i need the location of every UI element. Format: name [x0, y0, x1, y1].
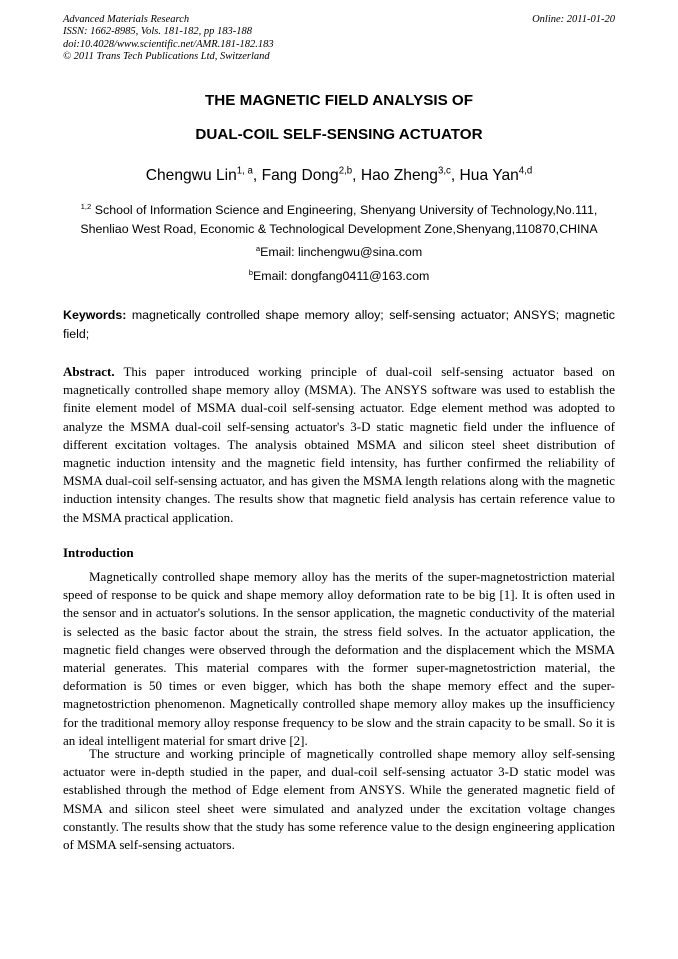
- affiliation-superscript: 1,2: [80, 202, 92, 212]
- author-name: Hao Zheng: [360, 167, 438, 184]
- email-text[interactable]: Email: linchengwu@sina.com: [260, 245, 423, 259]
- introduction-paragraph-2: The structure and working principle of magnetically controlled shape memory alloy self-sensing actuator were in-depth studied in the paper, and dual-coil self-sensing actuator 3-D static model was established through the method of Edge element from ANSYS. While the generated magnetic field of MSMA and silicon steel sheet were simulated and analyzed under the excitation voltage changes constantly. The results show that the study has some reference value to the design engineering application of MSMA self-sensing actuators.: [63, 746, 615, 853]
- paper-title-line-1: THE MAGNETIC FIELD ANALYSIS OF: [204, 92, 474, 109]
- keywords-section: [63, 306, 615, 344]
- journal-header: [63, 14, 615, 64]
- email-line-a: [0, 245, 678, 259]
- author-separator: ,: [450, 167, 460, 184]
- email-superscript: b: [248, 268, 253, 278]
- doi-line[interactable]: doi:10.4028/www.scientific.net/AMR.181-182.183: [63, 38, 274, 50]
- email-superscript: a: [255, 244, 261, 254]
- author-name: Fang Dong: [261, 167, 339, 184]
- author-name: Hua Yan: [459, 167, 519, 184]
- author-list: [0, 167, 678, 185]
- abstract-paragraph: [63, 363, 615, 527]
- author-superscript: 1, a: [236, 165, 253, 177]
- email-text[interactable]: Email: dongfang0411@163.com: [252, 269, 430, 283]
- journal-name: Advanced Materials Research: [63, 14, 190, 25]
- author-superscript: 3,c: [437, 165, 451, 177]
- author-separator: ,: [352, 167, 361, 184]
- keywords-label: Keywords:: [63, 308, 127, 322]
- abstract-label: Abstract.: [63, 364, 115, 379]
- author-separator: ,: [252, 167, 262, 184]
- introduction-paragraph-1: Magnetically controlled shape memory alloy has the merits of the super-magnetostriction material speed of response to be quick and shape memory alloy deformation rate to be big [1]. It is often used in the sensor and in actuator's solutions. In the sensor application, the magnetic conductivity of the material is selected as the basic factor about the strain, the stress field solves. In the actuator application, the magnetic field changes were observed through the deformation and the displacement which the MSMA material generates. This material compares with the former super-magnetostriction material, the deformation is 50 times or even bigger, which has both the shape memory effect and the super-magnetostriction phenomenon. Magnetically controlled shape memory alloy makes up the insufficiency for the traditional memory alloy response frequency to be slow and the strain capacity to be small. So it is an ideal intelligent material for smart drive [2].: [63, 569, 615, 748]
- online-date: Online: 2011-01-20: [532, 14, 615, 25]
- abstract-text: This paper introduced working principle of dual-coil self-sensing actuator based on magnetically controlled shape memory alloy (MSMA). The ANSYS software was used to establish the finite element model of MSMA dual-coil self-sensing actuator. Edge element method was adopted to analyze the MSMA dual-coil self-sensing actuator's 3-D static magnetic field under the influence of different excitation voltages. The analysis obtained MSMA and silicon steel sheet distribution of magnetic induction intensity and the magnetic field intensity, has further confirmed the reliability of MSMA dual-coil self-sensing actuator, and has given the MSMA length relations along with the magnetic induction intensity changes. The results show that magnetic field analysis has certain reference value to the MSMA practical application.: [63, 364, 615, 525]
- email-line-b: [0, 269, 678, 283]
- section-heading-introduction: Introduction: [63, 545, 134, 560]
- affiliation-line-2: Shenliao West Road, Economic & Technological Development Zone,Shenyang,110870,CHINA: [80, 222, 598, 236]
- affiliation-text-1: School of Information Science and Engineering, Shenyang University of Technology,No.111,: [91, 203, 598, 217]
- copyright-line: © 2011 Trans Tech Publications Ltd, Switzerland: [63, 51, 270, 63]
- issn-line: ISSN: 1662-8985, Vols. 181-182, pp 183-188: [63, 26, 252, 38]
- keywords-text: magnetically controlled shape memory alloy; self-sensing actuator; ANSYS; magnetic field;: [63, 308, 615, 341]
- author-superscript: 2,b: [338, 165, 353, 177]
- author-name: Chengwu Lin: [145, 167, 237, 184]
- affiliation-line-1: [63, 203, 615, 217]
- author-superscript: 4,d: [518, 165, 533, 177]
- paper-title-line-2: DUAL-COIL SELF-SENSING ACTUATOR: [195, 126, 483, 143]
